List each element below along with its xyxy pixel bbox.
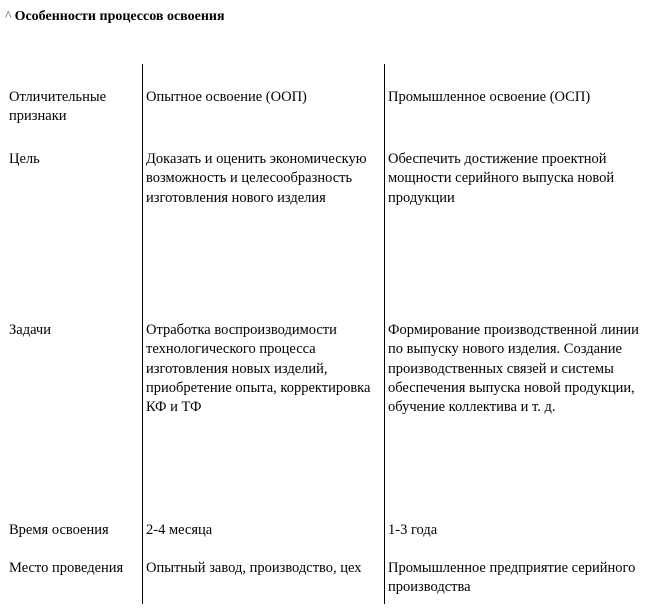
- row-label-goal: Цель: [9, 151, 40, 167]
- header-osp: Промышленное освоение (ОСП): [388, 89, 591, 105]
- title-text: Особенности процессов освоения: [14, 9, 225, 24]
- cell-time-oop: 2-4 месяца: [146, 522, 213, 538]
- cell-place-oop: Опытный завод, производство, цех: [146, 560, 362, 576]
- header-oop: Опытное освоение (ООП): [146, 89, 307, 105]
- cell-goal-osp: Обеспечить достижение проектной мощности серийного выпуска новой продукции: [388, 151, 615, 206]
- row-label-place: Место проведения: [9, 560, 124, 576]
- row-label-tasks: Задачи: [9, 322, 51, 338]
- caret-up-icon[interactable]: ^: [5, 9, 12, 24]
- page-title: [5, 9, 225, 25]
- row-label-time: Время освоения: [9, 522, 109, 538]
- cell-time-osp: 1-3 года: [388, 522, 438, 538]
- column-divider-2: [384, 64, 385, 604]
- cell-place-osp: Промышленное предприятие серийного производства: [388, 560, 636, 596]
- cell-tasks-osp: Формирование производственной линии по выпуску нового изделия. Создание производственных связей и системы обеспечения выпуска новой продукции, обучение коллектива и т. д.: [388, 322, 639, 416]
- header-features: Отличительные признаки: [9, 89, 107, 125]
- cell-goal-oop: Доказать и оценить экономическую возможность и целесообразность изготовления нового изделия: [146, 151, 367, 206]
- column-divider-1: [142, 64, 143, 604]
- cell-tasks-oop: Отработка воспроизводимости технологического процесса изготовления новых изделий, приобретение опыта, корректировка КФ и ТФ: [146, 322, 371, 416]
